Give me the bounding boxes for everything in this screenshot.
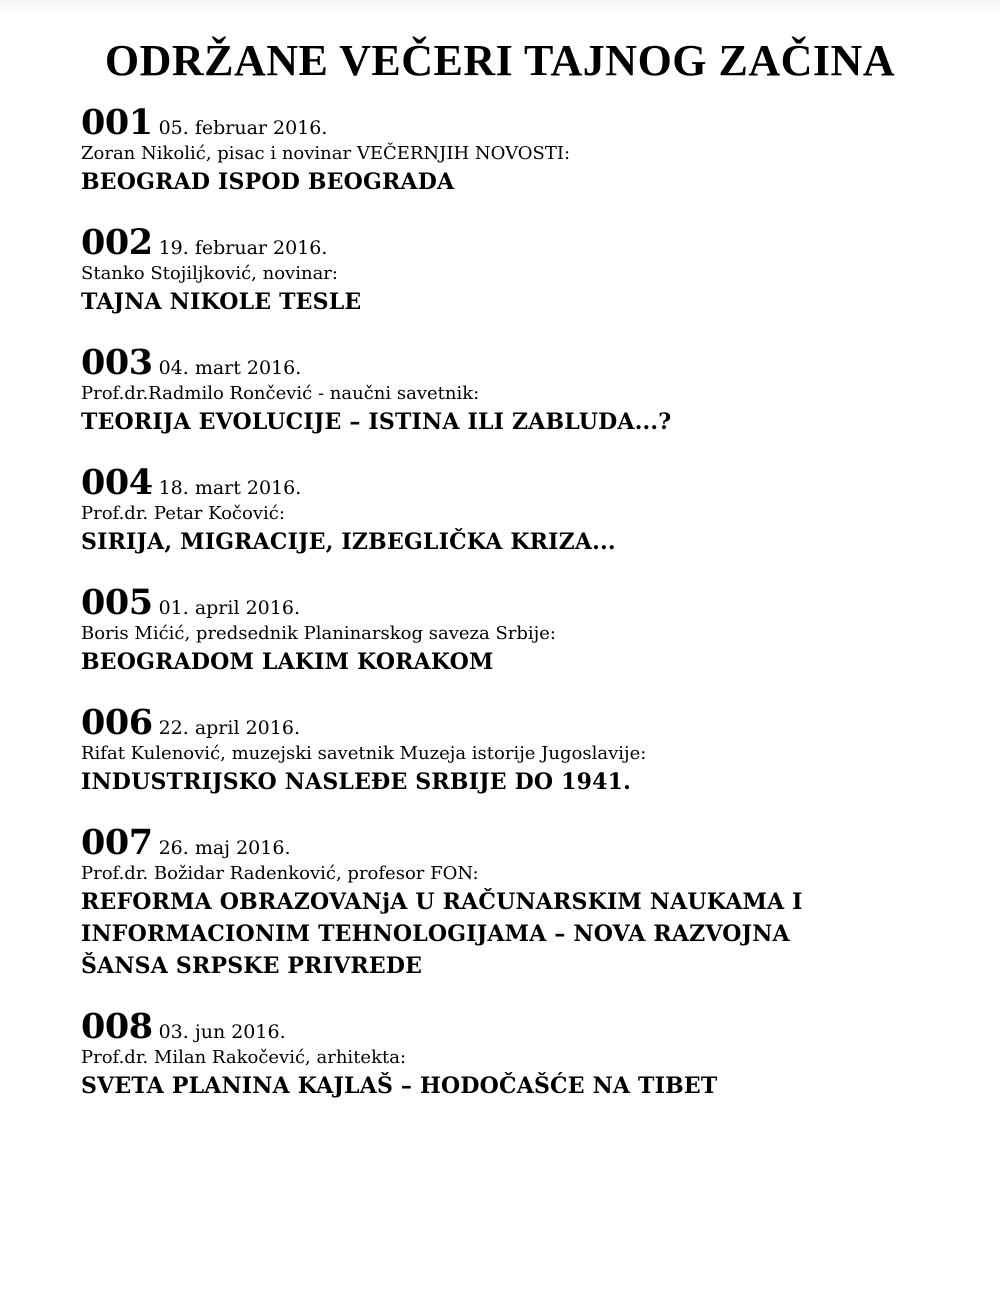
event-number: 003 [81,342,153,383]
event-number: 006 [81,702,153,743]
event-number: 001 [81,102,153,143]
event-header [81,1008,961,1046]
event-topic: BEOGRADOM LAKIM KORAKOM [81,649,494,675]
event-number: 004 [81,462,153,503]
event-speaker: Zoran Nikolić, pisac i novinar VEČERNJIH NOVOSTI: [81,143,571,164]
event-topic-line-2: INFORMACIONIM TEHNOLOGIJAMA – NOVA RAZVOJNA [81,921,790,947]
event-topic: SVETA PLANINA KAJLAŠ – HODOČAŠĆE NA TIBET [81,1073,718,1099]
event-number: 005 [81,582,153,623]
event-header [81,344,961,382]
event-topic-line-1: REFORMA OBRAZOVANjA U RAČUNARSKIM NAUKAMA I [81,889,803,915]
event-number: 002 [81,222,153,263]
event-number: 008 [81,1006,153,1047]
event-speaker: Stanko Stojiljković, novinar: [81,263,338,284]
event-header [81,224,961,262]
event-speaker: Prof.dr. Milan Rakočević, arhitekta: [81,1047,407,1068]
event-entry-007 [81,824,961,982]
event-date: 04. mart 2016. [158,357,302,379]
event-date: 05. februar 2016. [158,117,328,139]
event-entry-002 [81,224,961,318]
event-entry-008 [81,1008,961,1102]
event-speaker: Rifat Kulenović, muzejski savetnik Muzeja istorije Jugoslavije: [81,743,647,764]
top-shadow-bar [0,0,1000,14]
event-speaker: Prof.dr.Radmilo Rončević - naučni savetnik: [81,383,480,404]
event-date: 03. jun 2016. [158,1021,286,1043]
event-topic: INDUSTRIJSKO NASLEĐE SRBIJE DO 1941. [81,769,631,795]
event-header [81,824,961,862]
event-number: 007 [81,822,153,863]
event-topic: SIRIJA, MIGRACIJE, IZBEGLIČKA KRIZA... [81,529,616,555]
event-topic: BEOGRAD ISPOD BEOGRADA [81,169,455,195]
event-speaker: Prof.dr. Božidar Radenković, profesor FON: [81,863,479,884]
event-entry-003 [81,344,961,438]
event-entry-004 [81,464,961,558]
event-topic-line-3: ŠANSA SRPSKE PRIVREDE [81,953,423,979]
event-date: 18. mart 2016. [158,477,302,499]
event-speaker: Boris Mićić, predsednik Planinarskog saveza Srbije: [81,623,556,644]
event-date: 01. april 2016. [158,597,300,619]
event-header [81,584,961,622]
event-topic: TAJNA NIKOLE TESLE [81,289,362,315]
event-date: 19. februar 2016. [158,237,328,259]
event-topic: TEORIJA EVOLUCIJE – ISTINA ILI ZABLUDA...? [81,409,672,435]
event-header [81,104,961,142]
event-entry-006 [81,704,961,798]
page-title: ODRŽANE VEČERI TAJNOG ZAČINA [104,36,896,85]
event-entry-005 [81,584,961,678]
event-speaker: Prof.dr. Petar Kočović: [81,503,285,524]
event-date: 26. maj 2016. [158,837,291,859]
event-entry-001 [81,104,961,198]
event-list [81,104,961,1102]
event-header [81,464,961,502]
event-date: 22. april 2016. [158,717,300,739]
event-header [81,704,961,742]
